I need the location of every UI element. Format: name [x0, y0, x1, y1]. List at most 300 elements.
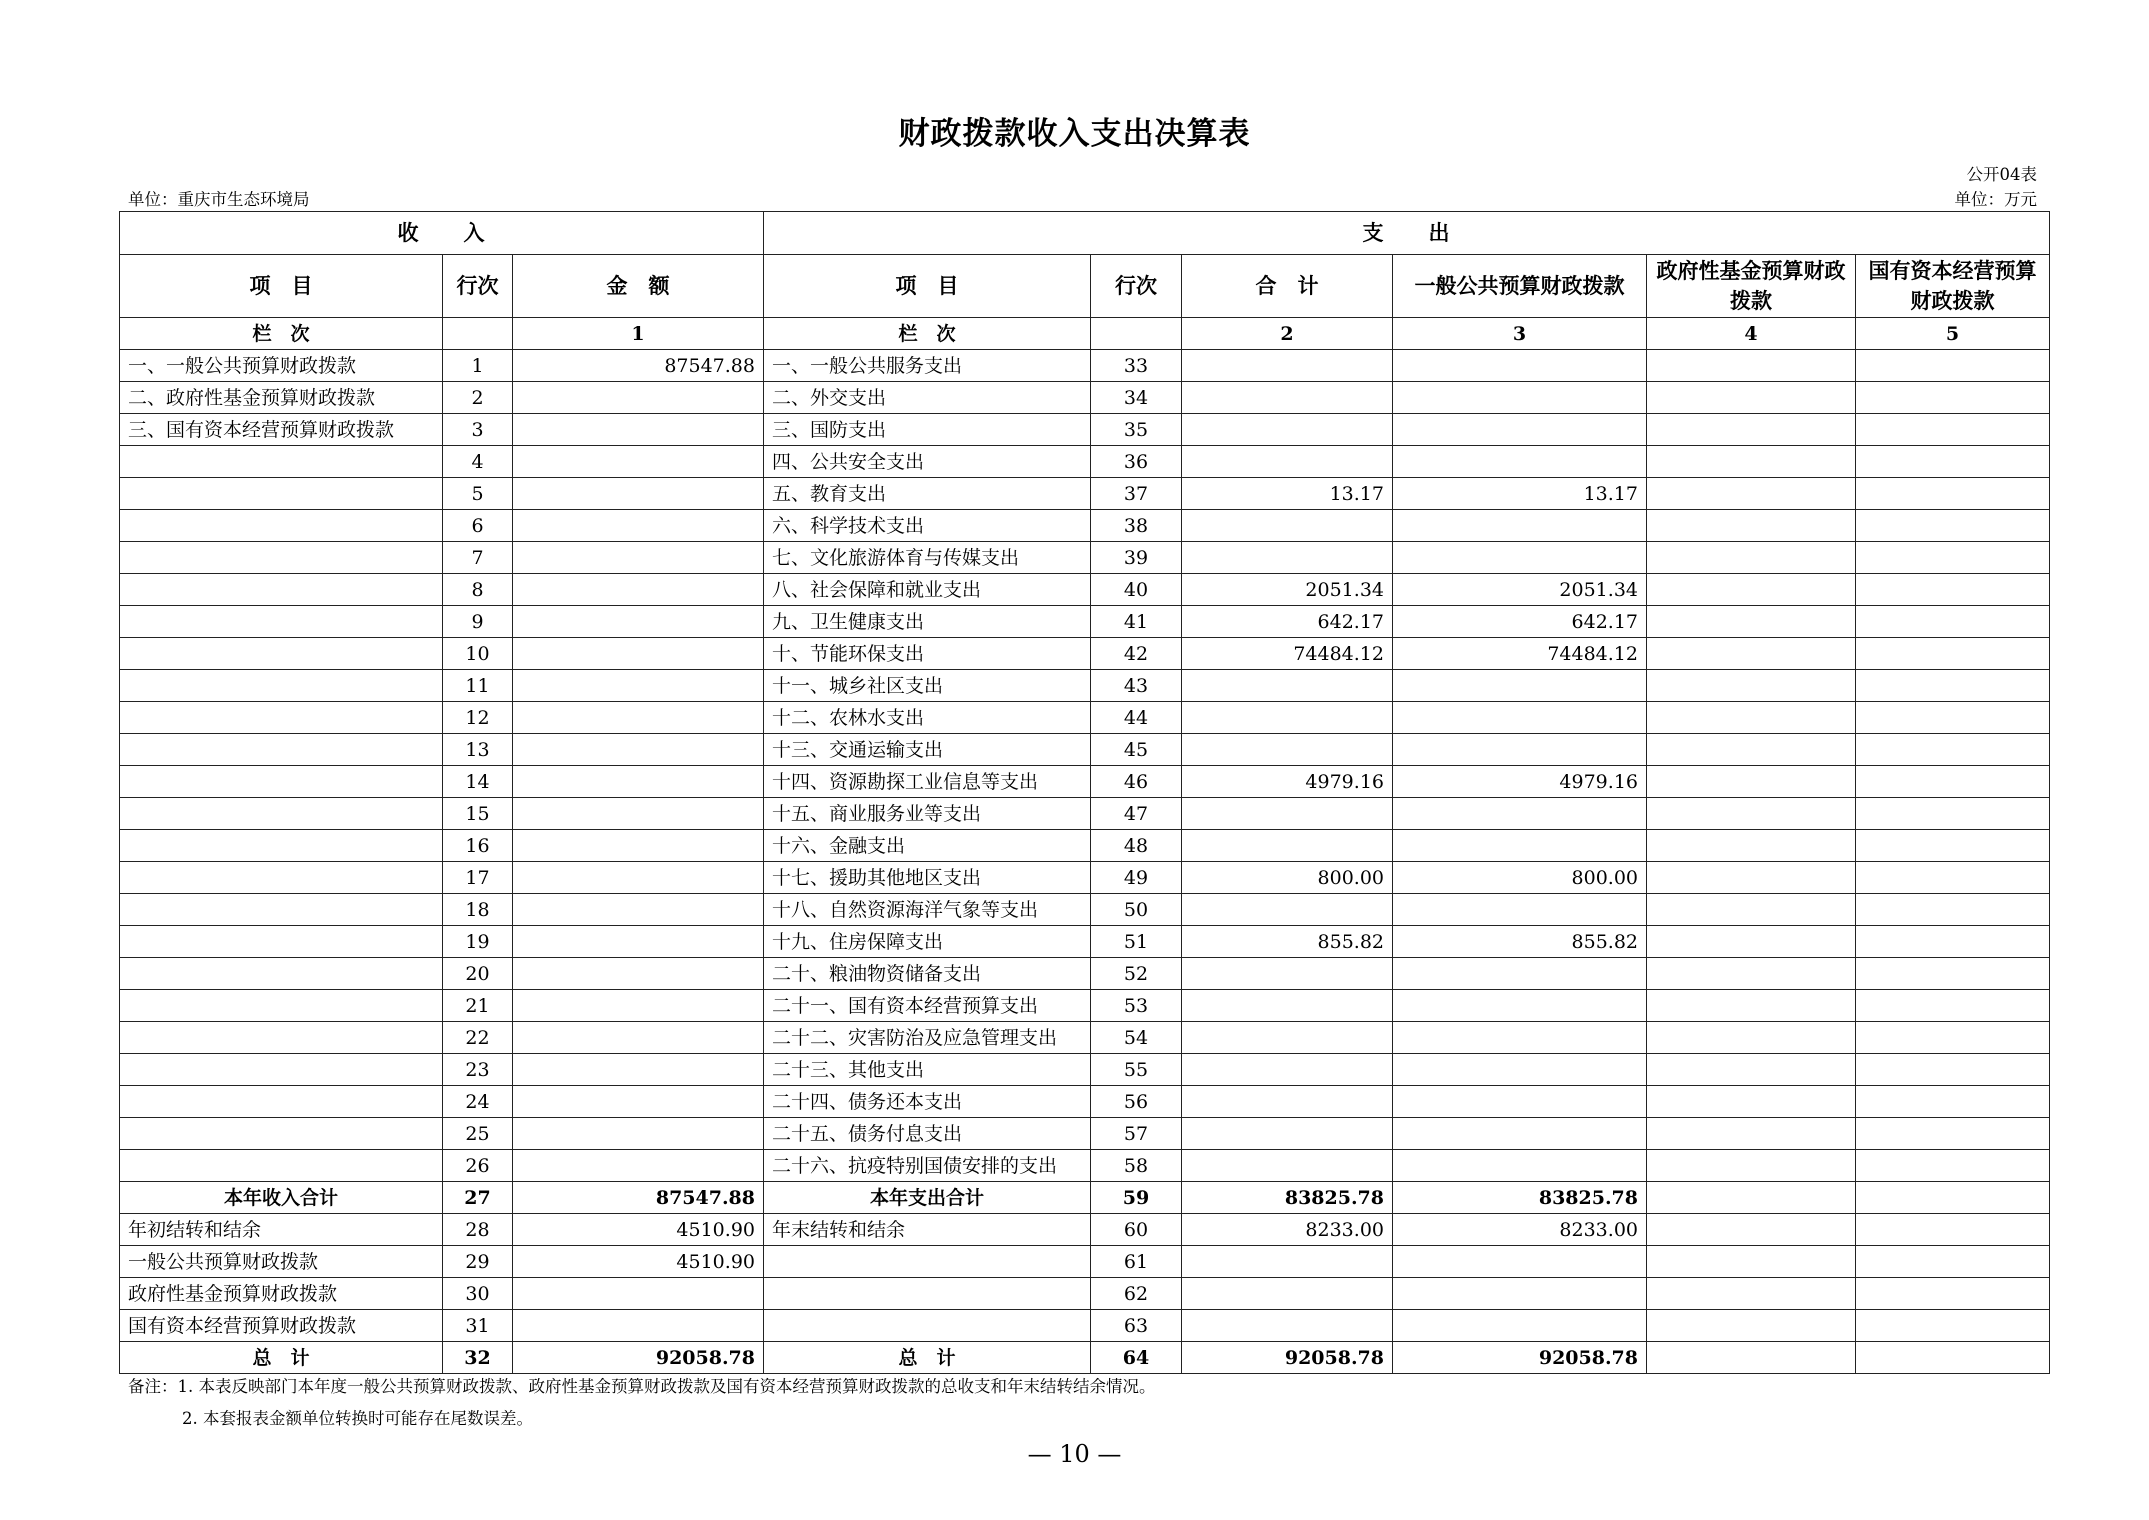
total-amount: 13.17 [1182, 478, 1393, 510]
expense-item: 十三、交通运输支出 [764, 734, 1091, 766]
total-header: 合 计 [1182, 255, 1393, 318]
general-budget-header: 一般公共预算财政拨款 [1393, 255, 1647, 318]
gov-fund-amount [1647, 382, 1856, 414]
gov-fund-amount [1647, 1278, 1856, 1310]
table-row [120, 894, 2050, 926]
income-amount [513, 1150, 764, 1182]
table-row [120, 510, 2050, 542]
expense-item: 十四、资源勘探工业信息等支出 [764, 766, 1091, 798]
gov-fund-amount [1647, 1310, 1856, 1342]
total-amount: 74484.12 [1182, 638, 1393, 670]
income-row-number: 20 [443, 958, 513, 990]
gov-fund-amount [1647, 830, 1856, 862]
total-amount [1182, 1246, 1393, 1278]
expense-item: 五、教育支出 [764, 478, 1091, 510]
income-amount-header: 金 额 [513, 255, 764, 318]
column-number-3: 3 [1393, 318, 1647, 350]
state-capital-amount [1856, 638, 2050, 670]
general-budget-amount [1393, 542, 1647, 574]
column-number-1: 1 [513, 318, 764, 350]
table-row [120, 350, 2050, 382]
gov-fund-amount [1647, 1022, 1856, 1054]
income-item: 国有资本经营预算财政拨款 [120, 1310, 443, 1342]
income-amount: 92058.78 [513, 1342, 764, 1374]
income-item: 年初结转和结余 [120, 1214, 443, 1246]
expense-row-number: 38 [1091, 510, 1182, 542]
income-amount: 4510.90 [513, 1214, 764, 1246]
income-amount: 87547.88 [513, 1182, 764, 1214]
income-item [120, 478, 443, 510]
table-row [120, 1118, 2050, 1150]
total-amount [1182, 1278, 1393, 1310]
income-item [120, 958, 443, 990]
gov-fund-amount [1647, 926, 1856, 958]
expense-row-number: 47 [1091, 798, 1182, 830]
total-amount [1182, 542, 1393, 574]
state-capital-amount [1856, 1342, 2050, 1374]
income-amount [513, 830, 764, 862]
expense-item: 八、社会保障和就业支出 [764, 574, 1091, 606]
state-capital-amount [1856, 1054, 2050, 1086]
income-amount [513, 766, 764, 798]
income-amount [513, 958, 764, 990]
balance-row [120, 1246, 2050, 1278]
income-row-number: 15 [443, 798, 513, 830]
column-number-2: 2 [1182, 318, 1393, 350]
income-row-number: 6 [443, 510, 513, 542]
table-row [120, 574, 2050, 606]
table-row [120, 1150, 2050, 1182]
total-amount: 83825.78 [1182, 1182, 1393, 1214]
general-budget-amount: 855.82 [1393, 926, 1647, 958]
expense-item: 四、公共安全支出 [764, 446, 1091, 478]
table-row [120, 478, 2050, 510]
state-capital-amount [1856, 1086, 2050, 1118]
general-budget-amount [1393, 734, 1647, 766]
state-capital-amount [1856, 1150, 2050, 1182]
income-item: 总 计 [120, 1342, 443, 1374]
income-item: 二、政府性基金预算财政拨款 [120, 382, 443, 414]
income-item [120, 702, 443, 734]
table-row [120, 446, 2050, 478]
column-label-blank [443, 318, 513, 350]
income-amount [513, 478, 764, 510]
income-amount [513, 1086, 764, 1118]
income-row-number: 29 [443, 1246, 513, 1278]
expense-row-number: 53 [1091, 990, 1182, 1022]
income-amount [513, 862, 764, 894]
gov-fund-amount [1647, 350, 1856, 382]
general-budget-amount: 642.17 [1393, 606, 1647, 638]
state-capital-amount [1856, 446, 2050, 478]
gov-fund-amount [1647, 670, 1856, 702]
grand-total-row [120, 1342, 2050, 1374]
income-row-number: 18 [443, 894, 513, 926]
general-budget-amount [1393, 1022, 1647, 1054]
income-item: 三、国有资本经营预算财政拨款 [120, 414, 443, 446]
state-capital-amount [1856, 862, 2050, 894]
general-budget-amount: 800.00 [1393, 862, 1647, 894]
expense-item [764, 1246, 1091, 1278]
total-amount [1182, 670, 1393, 702]
income-item: 政府性基金预算财政拨款 [120, 1278, 443, 1310]
expense-row-number: 42 [1091, 638, 1182, 670]
income-item [120, 798, 443, 830]
gov-fund-amount [1647, 510, 1856, 542]
income-amount [513, 1310, 764, 1342]
income-row-number: 13 [443, 734, 513, 766]
expense-row-number: 35 [1091, 414, 1182, 446]
table-row [120, 862, 2050, 894]
general-budget-amount: 8233.00 [1393, 1214, 1647, 1246]
gov-fund-amount [1647, 1246, 1856, 1278]
total-amount [1182, 414, 1393, 446]
total-amount [1182, 702, 1393, 734]
income-row-number: 3 [443, 414, 513, 446]
expense-row-number: 39 [1091, 542, 1182, 574]
state-capital-amount [1856, 414, 2050, 446]
income-amount [513, 606, 764, 638]
expense-item: 二十一、国有资本经营预算支出 [764, 990, 1091, 1022]
income-amount [513, 702, 764, 734]
total-amount [1182, 1086, 1393, 1118]
total-amount [1182, 382, 1393, 414]
income-amount [513, 382, 764, 414]
income-rowno-header: 行次 [443, 255, 513, 318]
total-amount [1182, 1118, 1393, 1150]
state-capital-amount [1856, 766, 2050, 798]
page-number: — 10 — [1027, 1440, 1122, 1468]
general-budget-amount [1393, 670, 1647, 702]
total-amount: 4979.16 [1182, 766, 1393, 798]
expense-row-number: 50 [1091, 894, 1182, 926]
gov-fund-amount [1647, 574, 1856, 606]
general-budget-amount [1393, 1054, 1647, 1086]
gov-fund-amount [1647, 766, 1856, 798]
income-amount [513, 1118, 764, 1150]
table-row [120, 542, 2050, 574]
expense-item: 十九、住房保障支出 [764, 926, 1091, 958]
expense-item: 二十、粮油物资储备支出 [764, 958, 1091, 990]
note-1: 备注：1. 本表反映部门本年度一般公共预算财政拨款、政府性基金预算财政拨款及国有资本经营预算财政拨款的总收支和年末结转结余情况。 [128, 1377, 1156, 1396]
gov-fund-amount [1647, 894, 1856, 926]
income-row-number: 22 [443, 1022, 513, 1054]
general-budget-amount [1393, 1278, 1647, 1310]
gov-fund-amount [1647, 1118, 1856, 1150]
expense-rowno-header: 行次 [1091, 255, 1182, 318]
income-row-number: 24 [443, 1086, 513, 1118]
income-row-number: 25 [443, 1118, 513, 1150]
total-amount [1182, 990, 1393, 1022]
income-row-number: 19 [443, 926, 513, 958]
total-amount [1182, 958, 1393, 990]
income-row-number: 23 [443, 1054, 513, 1086]
gov-fund-amount [1647, 446, 1856, 478]
state-capital-amount [1856, 574, 2050, 606]
expense-row-number: 54 [1091, 1022, 1182, 1054]
income-item [120, 894, 443, 926]
income-section-header: 收 入 [120, 212, 764, 255]
income-item [120, 1118, 443, 1150]
expense-row-number: 43 [1091, 670, 1182, 702]
state-capital-amount [1856, 606, 2050, 638]
expense-item: 二十六、抗疫特别国债安排的支出 [764, 1150, 1091, 1182]
total-amount [1182, 1054, 1393, 1086]
total-amount: 642.17 [1182, 606, 1393, 638]
expense-item: 二十二、灾害防治及应急管理支出 [764, 1022, 1091, 1054]
currency-unit: 单位：万元 [1954, 190, 2037, 209]
gov-fund-header: 政府性基金预算财政拨款 [1647, 255, 1856, 318]
column-label-blank [1091, 318, 1182, 350]
income-item [120, 926, 443, 958]
income-item: 一、一般公共预算财政拨款 [120, 350, 443, 382]
notes [128, 1371, 1156, 1435]
general-budget-amount [1393, 830, 1647, 862]
income-item [120, 1150, 443, 1182]
expense-item: 十八、自然资源海洋气象等支出 [764, 894, 1091, 926]
expense-row-number: 44 [1091, 702, 1182, 734]
income-amount [513, 894, 764, 926]
table-row [120, 958, 2050, 990]
budget-table [119, 211, 2050, 1374]
income-row-number: 32 [443, 1342, 513, 1374]
state-capital-amount [1856, 1214, 2050, 1246]
income-amount [513, 414, 764, 446]
general-budget-amount [1393, 510, 1647, 542]
total-amount [1182, 350, 1393, 382]
general-budget-amount: 83825.78 [1393, 1182, 1647, 1214]
table-row [120, 926, 2050, 958]
total-amount [1182, 798, 1393, 830]
gov-fund-amount [1647, 638, 1856, 670]
income-item [120, 638, 443, 670]
state-capital-amount [1856, 670, 2050, 702]
expense-item: 年末结转和结余 [764, 1214, 1091, 1246]
total-amount [1182, 830, 1393, 862]
general-budget-amount [1393, 958, 1647, 990]
expense-item [764, 1278, 1091, 1310]
income-item [120, 510, 443, 542]
income-amount [513, 926, 764, 958]
state-capital-amount [1856, 926, 2050, 958]
general-budget-amount [1393, 798, 1647, 830]
general-budget-amount [1393, 382, 1647, 414]
gov-fund-amount [1647, 990, 1856, 1022]
expense-item: 三、国防支出 [764, 414, 1091, 446]
state-capital-header: 国有资本经营预算财政拨款 [1856, 255, 2050, 318]
state-capital-amount [1856, 990, 2050, 1022]
state-capital-amount [1856, 1246, 2050, 1278]
table-row [120, 798, 2050, 830]
income-row-number: 1 [443, 350, 513, 382]
gov-fund-amount [1647, 1214, 1856, 1246]
gov-fund-amount [1647, 702, 1856, 734]
income-item [120, 766, 443, 798]
expense-item: 二十三、其他支出 [764, 1054, 1091, 1086]
income-row-number: 30 [443, 1278, 513, 1310]
expense-row-number: 33 [1091, 350, 1182, 382]
income-row-number: 9 [443, 606, 513, 638]
state-capital-amount [1856, 702, 2050, 734]
expense-item: 十七、援助其他地区支出 [764, 862, 1091, 894]
state-capital-amount [1856, 1182, 2050, 1214]
expense-item: 本年支出合计 [764, 1182, 1091, 1214]
general-budget-amount [1393, 1086, 1647, 1118]
gov-fund-amount [1647, 1182, 1856, 1214]
table-row [120, 382, 2050, 414]
income-row-number: 7 [443, 542, 513, 574]
table-row [120, 1022, 2050, 1054]
expense-item: 总 计 [764, 1342, 1091, 1374]
expense-item: 十、节能环保支出 [764, 638, 1091, 670]
income-item: 一般公共预算财政拨款 [120, 1246, 443, 1278]
total-amount [1182, 446, 1393, 478]
income-amount [513, 798, 764, 830]
income-item [120, 574, 443, 606]
income-amount [513, 510, 764, 542]
table-row [120, 766, 2050, 798]
gov-fund-amount [1647, 1086, 1856, 1118]
column-number-4: 4 [1647, 318, 1856, 350]
income-row-number: 2 [443, 382, 513, 414]
state-capital-amount [1856, 798, 2050, 830]
column-header-row [120, 255, 2050, 318]
expense-row-number: 64 [1091, 1342, 1182, 1374]
table-row [120, 1086, 2050, 1118]
general-budget-amount [1393, 350, 1647, 382]
total-amount [1182, 894, 1393, 926]
column-label: 栏 次 [764, 318, 1091, 350]
income-row-number: 8 [443, 574, 513, 606]
form-meta [1955, 162, 2038, 212]
expense-item: 七、文化旅游体育与传媒支出 [764, 542, 1091, 574]
total-amount [1182, 1022, 1393, 1054]
note-2: 2. 本套报表金额单位转换时可能存在尾数误差。 [182, 1409, 533, 1428]
expense-item: 十一、城乡社区支出 [764, 670, 1091, 702]
balance-row [120, 1278, 2050, 1310]
column-label: 栏 次 [120, 318, 443, 350]
total-amount [1182, 1150, 1393, 1182]
gov-fund-amount [1647, 414, 1856, 446]
table-row [120, 830, 2050, 862]
expense-row-number: 55 [1091, 1054, 1182, 1086]
income-amount [513, 1278, 764, 1310]
form-code: 公开04表 [1966, 165, 2037, 184]
page-title: 财政拨款收入支出决算表 [898, 116, 1251, 152]
balance-row [120, 1214, 2050, 1246]
income-item [120, 830, 443, 862]
gov-fund-amount [1647, 1342, 1856, 1374]
expense-row-number: 41 [1091, 606, 1182, 638]
income-item [120, 734, 443, 766]
expense-row-number: 46 [1091, 766, 1182, 798]
state-capital-amount [1856, 542, 2050, 574]
table-row [120, 606, 2050, 638]
income-item-header: 项 目 [120, 255, 443, 318]
gov-fund-amount [1647, 798, 1856, 830]
income-item [120, 446, 443, 478]
state-capital-amount [1856, 478, 2050, 510]
total-amount: 92058.78 [1182, 1342, 1393, 1374]
income-amount [513, 574, 764, 606]
income-row-number: 17 [443, 862, 513, 894]
state-capital-amount [1856, 350, 2050, 382]
general-budget-amount [1393, 1246, 1647, 1278]
income-row-number: 12 [443, 702, 513, 734]
gov-fund-amount [1647, 862, 1856, 894]
income-amount [513, 446, 764, 478]
expense-item [764, 1310, 1091, 1342]
income-row-number: 14 [443, 766, 513, 798]
table-row [120, 702, 2050, 734]
expense-row-number: 48 [1091, 830, 1182, 862]
expense-item: 二、外交支出 [764, 382, 1091, 414]
income-amount [513, 670, 764, 702]
expense-row-number: 59 [1091, 1182, 1182, 1214]
table-row [120, 670, 2050, 702]
year-total-row [120, 1182, 2050, 1214]
income-amount [513, 734, 764, 766]
income-item [120, 606, 443, 638]
state-capital-amount [1856, 1022, 2050, 1054]
income-item [120, 542, 443, 574]
gov-fund-amount [1647, 1054, 1856, 1086]
gov-fund-amount [1647, 734, 1856, 766]
income-item [120, 862, 443, 894]
income-amount: 4510.90 [513, 1246, 764, 1278]
unit-label: 单位：重庆市生态环境局 [128, 190, 310, 209]
total-amount [1182, 1310, 1393, 1342]
gov-fund-amount [1647, 1150, 1856, 1182]
expense-item: 十五、商业服务业等支出 [764, 798, 1091, 830]
gov-fund-amount [1647, 958, 1856, 990]
general-budget-amount [1393, 990, 1647, 1022]
expense-item: 二十四、债务还本支出 [764, 1086, 1091, 1118]
income-row-number: 26 [443, 1150, 513, 1182]
expense-row-number: 51 [1091, 926, 1182, 958]
income-amount [513, 542, 764, 574]
income-row-number: 21 [443, 990, 513, 1022]
income-item [120, 1022, 443, 1054]
table-row [120, 990, 2050, 1022]
state-capital-amount [1856, 830, 2050, 862]
general-budget-amount [1393, 702, 1647, 734]
total-amount: 855.82 [1182, 926, 1393, 958]
state-capital-amount [1856, 1118, 2050, 1150]
expense-row-number: 56 [1091, 1086, 1182, 1118]
expense-row-number: 63 [1091, 1310, 1182, 1342]
state-capital-amount [1856, 894, 2050, 926]
general-budget-amount: 2051.34 [1393, 574, 1647, 606]
income-item [120, 1086, 443, 1118]
expense-row-number: 61 [1091, 1246, 1182, 1278]
expense-item: 九、卫生健康支出 [764, 606, 1091, 638]
balance-row [120, 1310, 2050, 1342]
table-row [120, 414, 2050, 446]
income-item: 本年收入合计 [120, 1182, 443, 1214]
income-row-number: 28 [443, 1214, 513, 1246]
total-amount [1182, 734, 1393, 766]
general-budget-amount [1393, 414, 1647, 446]
income-row-number: 10 [443, 638, 513, 670]
state-capital-amount [1856, 1310, 2050, 1342]
expense-row-number: 52 [1091, 958, 1182, 990]
income-amount [513, 990, 764, 1022]
expense-row-number: 49 [1091, 862, 1182, 894]
expense-section-header: 支 出 [764, 212, 2050, 255]
expense-item: 十六、金融支出 [764, 830, 1091, 862]
expense-row-number: 40 [1091, 574, 1182, 606]
